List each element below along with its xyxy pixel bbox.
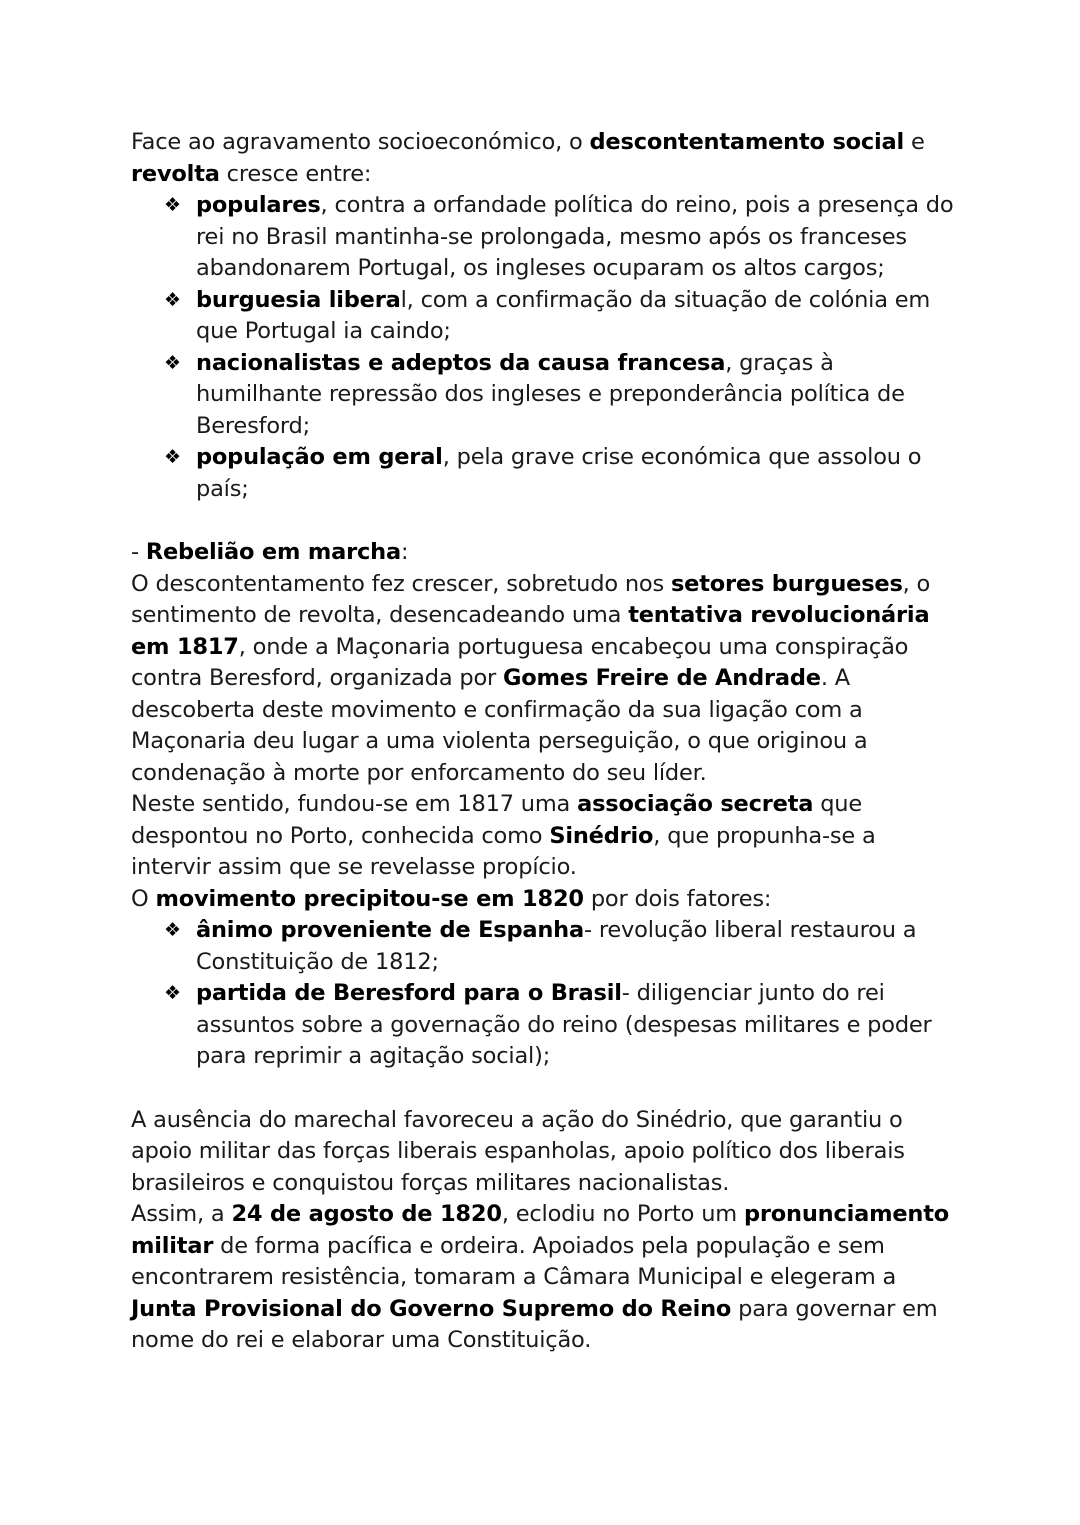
closing-paragraph-1: A ausência do marechal favoreceu a ação do Sinédrio, que garantiu o apoio militar das forças liberais espanholas, apoio político dos liberais brasileiros e conquistou forças militares nacionalistas. — [131, 1106, 905, 1196]
p2-text-2: que despontou no Porto, conhecida como — [131, 791, 862, 849]
p2-text-1: Neste sentido, fundou-se em 1817 uma — [131, 791, 578, 817]
p1-text-2: , o sentimento de revolta, desencadeando uma — [131, 570, 931, 628]
section-heading — [131, 537, 961, 569]
diamond-bullet-icon: ❖ — [164, 351, 181, 374]
p3-text-2: por dois fatores: — [583, 885, 772, 912]
p1-bold-2: tentativa revolucionária em 1817 — [131, 602, 930, 660]
list-item-bold: burguesia libera — [196, 286, 401, 313]
list-item-bold: nacionalistas e adeptos da causa francesa — [196, 349, 726, 376]
heading-text: Rebelião em marcha — [145, 539, 401, 565]
heading-prefix: - — [131, 539, 146, 565]
p1-text-4: . A descoberta deste movimento e confirmação da sua ligação com a Maçonaria deu lugar a uma violenta perseguição, o que originou a condenação à morte por enforcamento do seu líder. — [131, 665, 868, 786]
p2-text-3: , que propunha-se a intervir assim que se revelasse propício. — [131, 822, 876, 880]
list-item-text: - diligenciar junto do rei assuntos sobre a governação do reino (despesas militares e poder para reprimir a agitação social); — [196, 980, 932, 1069]
list-item-text: l, com a confirmação da situação de colónia em que Portugal ia caindo; — [196, 286, 931, 344]
p1-text-3: , onde a Maçonaria portuguesa encabeçou uma conspiração contra Beresford, organizada por — [131, 633, 909, 691]
p1-bold-1: setores burgueses — [670, 570, 903, 597]
c2-bold-3: Junta Provisional do Governo Supremo do Reino — [131, 1295, 732, 1322]
groups-list — [131, 190, 961, 505]
list-item-bold: ânimo proveniente de Espanha — [196, 917, 584, 943]
c2-bold-1: 24 de agosto de 1820 — [231, 1201, 502, 1227]
p1-text-1: O descontentamento fez crescer, sobretudo nos — [131, 570, 671, 597]
factors-list — [131, 915, 961, 1073]
diamond-bullet-icon: ❖ — [164, 288, 181, 311]
list-item-text: , contra a orfandade política do reino, pois a presença do rei no Brasil mantinha-se prolongada, mesmo após os franceses abandonarem Portugal, os ingleses ocuparam os altos cargos; — [196, 192, 954, 281]
rebellion-paragraph-2 — [131, 789, 961, 884]
list-item-text: - revolução liberal restaurou a Constituição de 1812; — [196, 917, 917, 975]
c2-text-2: , eclodiu no Porto um — [501, 1201, 744, 1227]
intro-paragraph — [131, 127, 961, 190]
diamond-bullet-icon: ❖ — [164, 194, 181, 216]
list-item — [164, 442, 961, 505]
p1-bold-3: Gomes Freire de Andrade — [503, 665, 821, 691]
closing-paragraph-2 — [131, 1199, 961, 1357]
c2-bold-2: pronunciamento militar — [131, 1201, 950, 1259]
heading-suffix: : — [400, 539, 409, 565]
list-item-bold: população em geral — [196, 444, 443, 470]
diamond-bullet-icon: ❖ — [164, 446, 181, 468]
intro-text-3: cresce entre: — [219, 160, 372, 187]
list-item — [164, 348, 961, 443]
list-item-bold: partida de Beresford para o Brasil — [196, 980, 622, 1006]
document-page — [131, 127, 961, 1357]
p2-bold-2: Sinédrio — [549, 822, 654, 849]
diamond-bullet-icon: ❖ — [164, 982, 181, 1004]
list-item-text: , pela grave crise económica que assolou o país; — [196, 444, 922, 502]
intro-bold-2: revolta — [131, 160, 220, 187]
c2-text-4: para governar em nome do rei e elaborar uma Constituição. — [131, 1295, 938, 1353]
list-item — [164, 285, 961, 348]
rebellion-paragraph-3 — [131, 884, 961, 916]
section-spacer — [131, 1073, 961, 1105]
list-item-text: , graças à humilhante repressão dos ingleses e preponderância política de Beresford; — [196, 349, 905, 439]
p3-text-1: O — [131, 885, 156, 912]
c2-text-1: Assim, a — [131, 1201, 232, 1227]
intro-text-1: Face ao agravamento socioeconómico, o — [131, 129, 590, 155]
diamond-bullet-icon: ❖ — [164, 919, 181, 941]
intro-bold-1: descontentamento social — [589, 129, 905, 155]
rebellion-paragraph-1 — [131, 569, 961, 790]
p2-bold-1: associação secreta — [577, 791, 814, 817]
list-item — [164, 190, 961, 285]
intro-text-2: e — [904, 129, 925, 155]
section-spacer — [131, 505, 961, 537]
list-item — [164, 978, 961, 1073]
list-item — [164, 915, 961, 978]
c2-text-3: de forma pacífica e ordeira. Apoiados pela população e sem encontrarem resistência, tomaram a Câmara Municipal e elegeram a — [131, 1232, 897, 1290]
list-item-bold: populares — [196, 192, 321, 218]
p3-bold-1: movimento precipitou-se em 1820 — [155, 885, 584, 912]
